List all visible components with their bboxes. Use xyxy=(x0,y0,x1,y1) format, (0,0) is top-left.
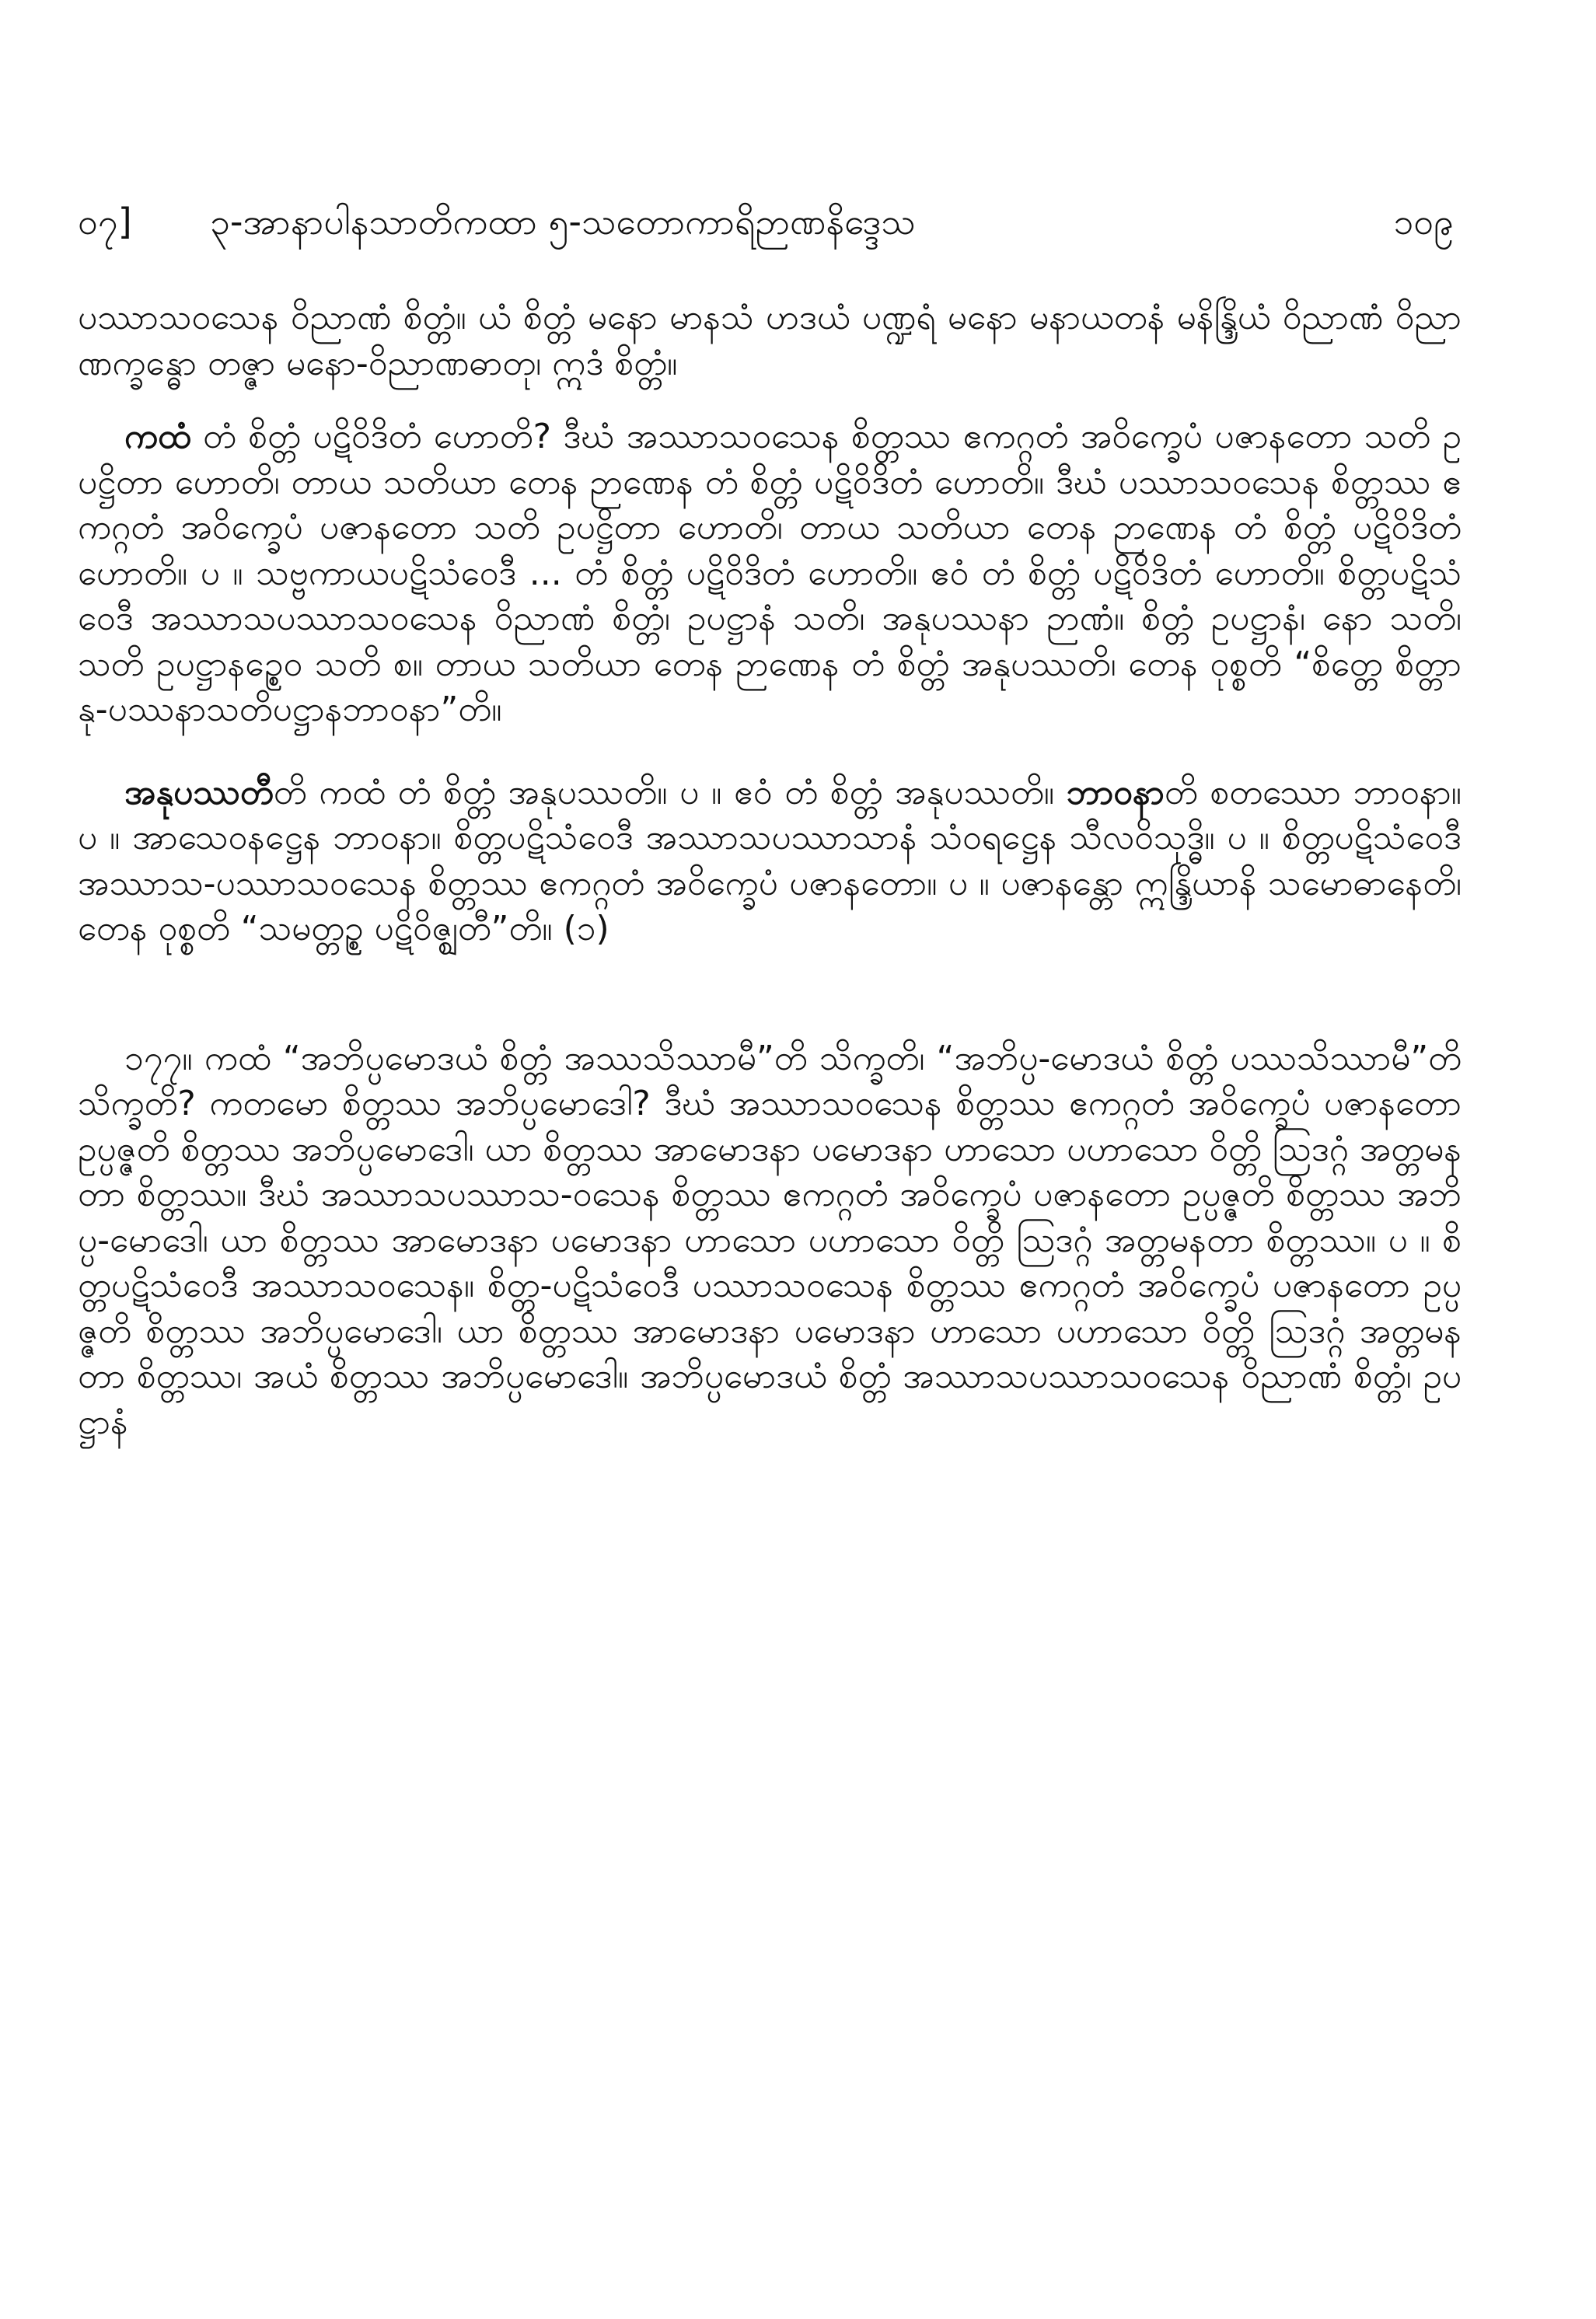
section-number: ၁၇၇။ xyxy=(124,1038,193,1078)
paragraph-1-text: ပဿာသဝသေန ဝိညာဏံ စိတ္တံ။ ယံ စိတ္တံ မနော မာနသံ ဟဒယံ ပဏ္ဍရံ မနော မနာယတနံ မနိန္ဒြိယံ ဝိညာဏံ ဝိညာဏက္ခန္ဓော တဇ္ဇာ မနော-ဝိညာဏဓာတု၊ ဣဒံ စိတ္တံ။ xyxy=(78,298,1462,383)
footnote-marker: (၁) xyxy=(563,909,609,948)
paragraph-3-text-1: တိ ကထံ တံ စိတ္တံ အနုပဿတိ။ ပ ။ ဧဝံ တံ စိတ္တံ အနုပဿတိ။ xyxy=(273,772,1067,812)
body-text xyxy=(78,295,1462,1445)
paragraph-4-text: ကထံ “အဘိပ္ပမောဒယံ စိတ္တံ အဿသိဿာမီ”တိ သိက္ခတိ၊ “အဘိပ္ပ-မောဒယံ စိတ္တံ ပဿသိဿာမီ”တိ သိက္ခတိ? ကတမော စိတ္တဿ အဘိပ္ပမောဒေါ? ဒီဃံ အဿာသဝသေန စိတ္တဿ ဧကဂ္ဂတံ အဝိက္ခေပံ ပဇာနတော ဥပ္ပဇ္ဇတိ စိတ္တဿ အဘိပ္ပမောဒေါ၊ ယာ စိတ္တဿ အာမောဒနာ ပမောဒနာ ဟာသော ပဟာသော ဝိတ္တိ ဩဒဂ္ဂံ အတ္တမနတာ စိတ္တဿ။ ဒီဃံ အဿာသပဿာသ-ဝသေန စိတ္တဿ ဧကဂ္ဂတံ အဝိက္ခေပံ ပဇာနတော ဥပ္ပဇ္ဇတိ စိတ္တဿ အဘိပ္ပ-မောဒေါ၊ ယာ စိတ္တဿ အာမောဒနာ ပမောဒနာ ဟာသော ပဟာသော ဝိတ္တိ ဩဒဂ္ဂံ အတ္တမနတာ စိတ္တဿ။ ပ ။ စိတ္တပဋိသံဝေဒီ အဿာသဝသေန။ စိတ္တ-ပဋိသံဝေဒီ ပဿာသဝသေန စိတ္တဿ ဧကဂ္ဂတံ အဝိက္ခေပံ ပဇာနတော ဥပ္ပဇ္ဇတိ စိတ္တဿ အဘိပ္ပမောဒေါ၊ ယာ စိတ္တဿ အာမောဒနာ ပမောဒနာ ဟာသော ပဟာသော ဝိတ္တိ ဩဒဂ္ဂံ အတ္တမနတာ စိတ္တဿ၊ အယံ စိတ္တဿ အဘိပ္ပမောဒေါ။ အဘိပ္ပမောဒယံ စိတ္တံ အဿာသပဿာသဝသေန ဝိညာဏံ စိတ္တံ၊ ဥပဋ္ဌာနံ xyxy=(78,1038,1462,1442)
paragraph-3-lead-word-2: ဘာဝနာ xyxy=(1066,772,1165,812)
paragraph-3-text-2: တိ စတဿော ဘာဝနာ။ ပ ။ အာသေဝနဋ္ဌေန ဘာဝနာ။ စိတ္တပဋိသံဝေဒီ အဿာသပဿာသာနံ သံဝရဋ္ဌေန သီလဝိသုဒ္ဓိ။ ပ ။ စိတ္တပဋိသံဝေဒီ အဿာသ-ပဿာသဝသေန စိတ္တဿ ဧကဂ္ဂတံ အဝိက္ခေပံ ပဇာနတော။ ပ ။ ပဇာနန္တော ဣန္ဒြိယာနိ သမောဓာနေတိ၊ တေန ဝုစ္စတိ “သမတ္တဉ္စ ပဋိဝိဇ္ဈတီ”တိ။ xyxy=(78,772,1462,948)
paragraph-4 xyxy=(78,1036,1462,1446)
running-head xyxy=(78,187,1454,257)
page-reference: ဝ၇] xyxy=(78,201,132,243)
page-number: ၁၀၉ xyxy=(1393,201,1454,243)
paragraph-2-text: တံ စိတ္တံ ပဋိဝိဒိတံ ဟောတိ? ဒီဃံ အဿာသဝသေန စိတ္တဿ ဧကဂ္ဂတံ အဝိက္ခေပံ ပဇာနတော သတိ ဥပဋ္ဌိတာ ဟောတိ၊ တာယ သတိယာ တေန ဉာဏေန တံ စိတ္တံ ပဋိဝိဒိတံ ဟောတိ။ ဒီဃံ ပဿာသဝသေန စိတ္တဿ ဧကဂ္ဂတံ အဝိက္ခေပံ ပဇာနတော သတိ ဥပဋ္ဌိတာ ဟောတိ၊ တာယ သတိယာ တေန ဉာဏေန တံ စိတ္တံ ပဋိဝိဒိတံ ဟောတိ။ ပ ။ သဗ္ဗကာယပဋိသံဝေဒီ ... တံ စိတ္တံ ပဋိဝိဒိတံ ဟောတိ။ ဧဝံ တံ စိတ္တံ ပဋိဝိဒိတံ ဟောတိ။ စိတ္တပဋိသံဝေဒီ အဿာသပဿာသဝသေန ဝိညာဏံ စိတ္တံ၊ ဥပဋ္ဌာနံ သတိ၊ အနုပဿနာ ဉာဏံ။ စိတ္တံ ဥပဋ္ဌာနံ၊ နော သတိ၊ သတိ ဥပဋ္ဌာနဉ္စေဝ သတိ စ။ တာယ သတိယာ တေန ဉာဏေန တံ စိတ္တံ အနုပဿတိ၊ တေန ဝုစ္စတိ “စိတ္တေ စိတ္တာနု-ပဿနာသတိပဋ္ဌာနဘာဝနာ”တိ။ xyxy=(78,417,1462,729)
paragraph-3 xyxy=(78,770,1462,952)
paragraph-1 xyxy=(78,295,1462,386)
paragraph-2-lead-word: ကထံ xyxy=(124,417,191,456)
chapter-title: ၃-အာနာပါနသာတိကထာ ၅-သတောကာရိဉာဏနိဒ္ဒေသ xyxy=(210,201,916,243)
paragraph-3-lead-word: အနုပဿတီ xyxy=(124,772,274,812)
paragraph-2 xyxy=(78,414,1462,733)
